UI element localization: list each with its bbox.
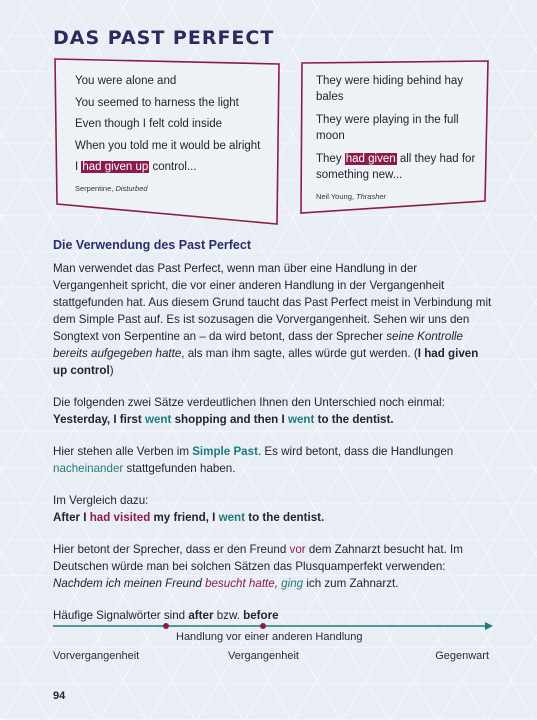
- lyric-line: You seemed to harness the light: [75, 96, 239, 109]
- song-credit: Neil Young, Thrasher: [316, 192, 387, 201]
- paragraph-simple-past: Hier stehen alle Verben im Simple Past. Es wird betont, dass die Handlungen nacheinander stattgefunden haben.: [53, 445, 454, 475]
- timeline-point: [163, 623, 169, 629]
- example-sentence-past-perfect: After I had visited my friend, I went to the dentist.: [53, 511, 325, 524]
- timeline-left-label: Vorvergangenheit: [53, 650, 140, 662]
- lyric-line: Even though I felt cold inside: [75, 118, 223, 130]
- paragraph-examples: Die folgenden zwei Sätze verdeutlichen Ihnen den Unterschied noch einmal: Yesterday, I first went shopping and then I went to the dentist.: [53, 396, 445, 426]
- lyric-line-highlighted: I had given up control...: [75, 161, 197, 173]
- lyric-line: They were hiding behind hay bales: [316, 75, 464, 103]
- lyric-line-highlighted: They had given all they had for something new...: [316, 153, 476, 181]
- lyric-box-right: [300, 60, 490, 216]
- lyric-box-left: [54, 58, 280, 226]
- timeline-right-label: Gegenwart: [435, 650, 489, 662]
- paragraph-intro: Man verwendet das Past Perfect, wenn man über eine Handlung in der Vergangenheit spricht, die vor einer anderen Handlung in der Vergangenheit stattgefunden hat. Aus diesem Grund taucht das Past Perfect meist in Verbindung mit dem Simple Past auf. Es ist sozusagen die Vorvergangenheit. Sehen wir uns den Songtext von Serpentine an – da wird betont, dass der Sprecher seine Kontrolle bereits aufgegeben hatte, als man ihm sagte, alles würde gut werden. (I had given up control): [53, 262, 492, 377]
- page-number: 94: [53, 690, 66, 702]
- example-sentence-simple-past: Yesterday, I first went shopping and then I went to the dentist.: [53, 413, 394, 426]
- timeline-center-label: Vergangenheit: [228, 650, 299, 662]
- lyric-line: When you told me it would be alright: [75, 139, 261, 152]
- section-heading: Die Verwendung des Past Perfect: [53, 238, 251, 252]
- lyric-line: They were playing in the full moon: [316, 114, 459, 142]
- timeline-mid-label: Handlung vor einer anderen Handlung: [176, 631, 363, 643]
- timeline: [53, 618, 493, 668]
- paragraph-comparison: Im Vergleich dazu: After I had visited my friend, I went to the dentist.: [53, 494, 325, 524]
- timeline-point: [260, 623, 266, 629]
- page-title: DAS PAST PERFECT: [53, 27, 275, 49]
- song-credit: Serpentine, Disturbed: [75, 183, 148, 193]
- lyric-line: You were alone and: [75, 75, 177, 87]
- past-perfect-highlight: had given: [345, 153, 396, 165]
- paragraph-signal-words: Häufige Signalwörter sind after bzw. before: [53, 609, 279, 622]
- past-perfect-highlight: had given up: [82, 161, 149, 173]
- paragraph-german: Hier betont der Sprecher, dass er den Freund vor dem Zahnarzt besucht hat. Im Deutschen würde man bei solchen Sätzen das Plusquamperfekt verwenden: Nachdem ich meinen Freund besucht hatte, ging ich zum Zahnarzt.: [53, 543, 463, 590]
- explanation-section: [53, 237, 493, 639]
